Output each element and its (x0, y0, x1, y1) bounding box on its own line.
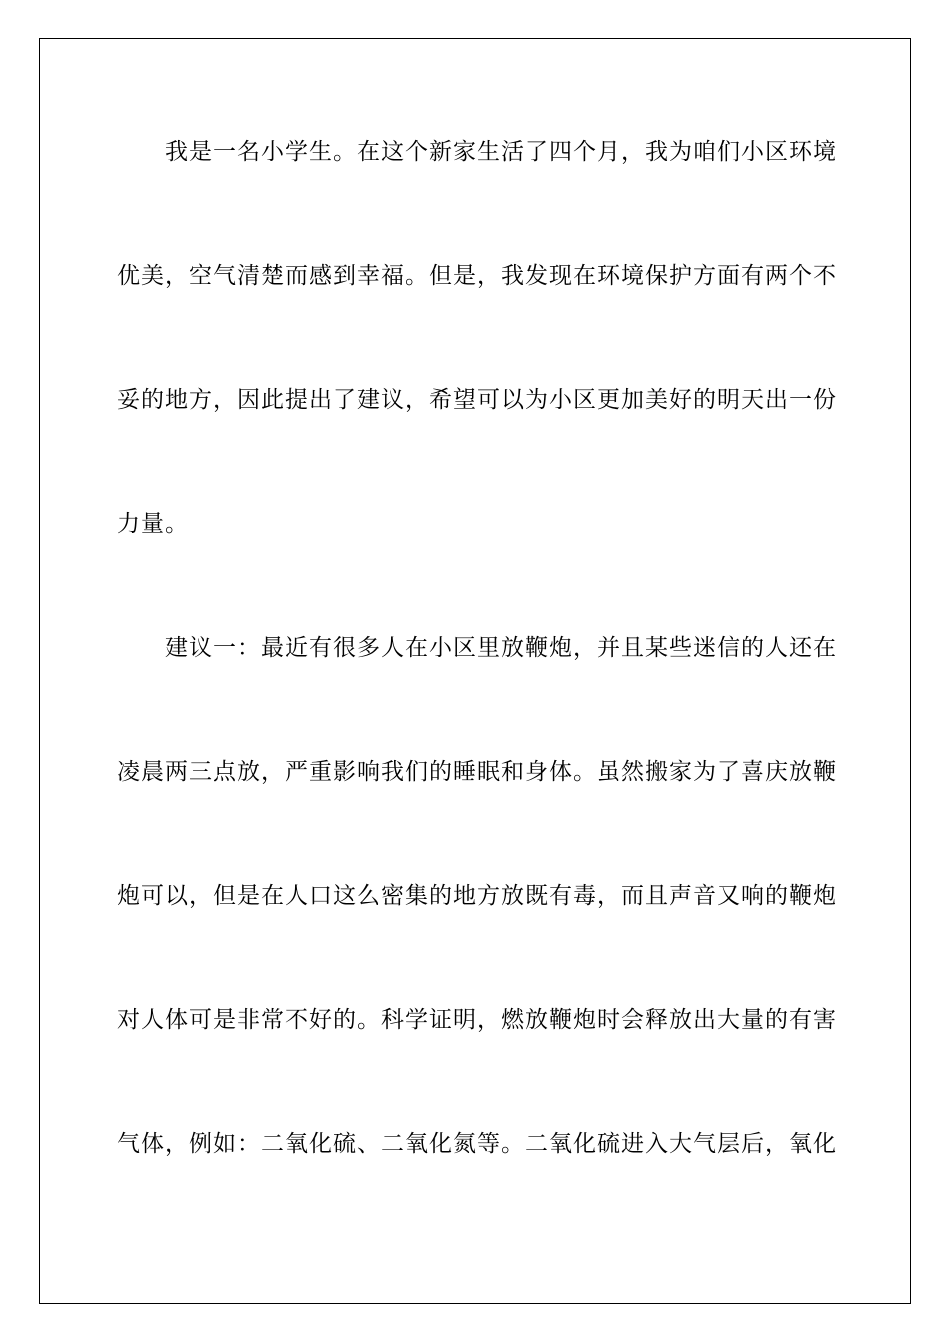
paragraph-1-line-1: 我是一名小学生。在这个新家生活了四个月，我为咱们小区环境 (165, 139, 837, 165)
paragraph-1-line-4: 力量。 (117, 511, 189, 537)
paragraph-2-line-3: 炮可以，但是在人口这么密集的地方放既有毒，而且声音又响的鞭炮 (117, 883, 837, 909)
paragraph-1-line-2: 优美，空气清楚而感到幸福。但是，我发现在环境保护方面有两个不 (117, 263, 837, 289)
paragraph-2-line-1: 建议一：最近有很多人在小区里放鞭炮，并且某些迷信的人还在 (165, 635, 837, 661)
paragraph-1-line-3: 妥的地方，因此提出了建议，希望可以为小区更加美好的明天出一份 (117, 387, 837, 413)
paragraph-2-line-5: 气体，例如：二氧化硫、二氧化氮等。二氧化硫进入大气层后，氧化 (117, 1131, 837, 1157)
paragraph-2-line-4: 对人体可是非常不好的。科学证明，燃放鞭炮时会释放出大量的有害 (117, 1007, 837, 1033)
paragraph-2-line-2: 凌晨两三点放，严重影响我们的睡眠和身体。虽然搬家为了喜庆放鞭 (117, 759, 837, 785)
page-border (39, 38, 911, 1304)
